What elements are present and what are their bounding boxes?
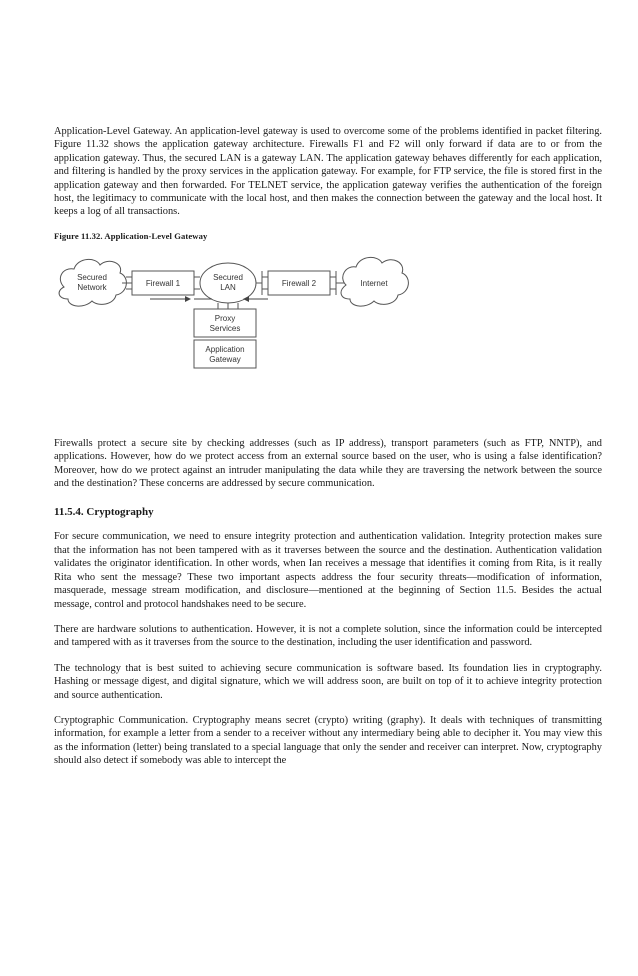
figure-caption: Figure 11.32. Application-Level Gateway	[54, 230, 208, 241]
proxy-label-2: Services	[209, 323, 241, 333]
paragraph-crypto-2: There are hardware solutions to authentication. However, it is not a complete solution, since the information could be intercepted and tampered with as it traverses from the source to the destination, including the user identification and password.	[54, 623, 602, 649]
secured-network-label-1: Secured	[77, 272, 107, 282]
paragraph-crypto-4: Cryptographic Communication. Cryptography means secret (crypto) writing (graphy). It deals with techniques of transmitting information, for example a letter from a sender to a receiver without any intermediary being able to decipher it. You may view this as the information (letter) being translated to a special language that only the sender and receiver can interpret. Now, cryptography should also detect if somebody was able to intercept the	[54, 714, 602, 767]
firewall1-label: Firewall 1	[145, 278, 181, 288]
appgw-label-2: Gateway	[209, 354, 241, 364]
section-heading: 11.5.4. Cryptography	[54, 506, 154, 519]
firewall2-label: Firewall 2	[281, 278, 317, 288]
paragraph-crypto-1: For secure communication, we need to ensure integrity protection and authentication validation. Integrity protection makes sure that the information has not been tampered with as it traverses between the source and the destination. Authentication validation validates the originator identification. In other words, when Ian receives a message that identifies it coming from Rita, is it really Rita who sent the message? These two important aspects address the four security threats—modification of information, masquerade, message stream modification, and disclosure—mentioned at the beginning of Section 11.5. Besides the actual message, control and protocol handshakes need to be secure.	[54, 531, 602, 610]
paragraph-application-gateway: Application-Level Gateway. An application-level gateway is used to overcome some of the problems identified in packet filtering. Figure 11.32 shows the application gateway architecture. Firewalls F1 and F2 will only forward if data are to or from the application gateway. Thus, the secured LAN is a gateway LAN. The application gateway behaves differently for each application, and filtering is handled by the proxy services in the application gateway. For example, for FTP service, the file is stored first in the application gateway and then forwarded. For TELNET service, the application gateway verifies the authentication of the foreign host, the legitimacy to communicate with the local host, and then makes the connection between the gateway and the local host. It keeps a log of all transactions.	[54, 126, 602, 218]
secured-lan-label-1: Secured	[213, 272, 243, 282]
paragraph-crypto-3: The technology that is best suited to achieving secure communication is software based. Its foundation lies in cryptography. Hashing or message digest, and digital signature, which we will address soon, are built on top of it to achieve integrity protection and source authentication.	[54, 662, 602, 701]
document-page	[54, 125, 602, 780]
appgw-label-1: Application	[205, 344, 245, 354]
internet-label: Internet	[360, 278, 388, 288]
gateway-diagram-svg	[54, 249, 602, 399]
secured-lan-label-2: LAN	[220, 282, 236, 292]
gateway-diagram	[54, 249, 602, 399]
secured-network-label-2: Network	[77, 282, 107, 292]
paragraph-firewalls: Firewalls protect a secure site by checking addresses (such as IP address), transport parameters (such as FTP, NNTP), and applications. However, how do we protect access from an external source based on the user, who is using a false identification? Moreover, how do we protect against an intruder manipulating the data while they are traversing the network between the source and the destination? These concerns are addressed by secure communication.	[54, 437, 602, 490]
proxy-label-1: Proxy	[214, 313, 236, 323]
